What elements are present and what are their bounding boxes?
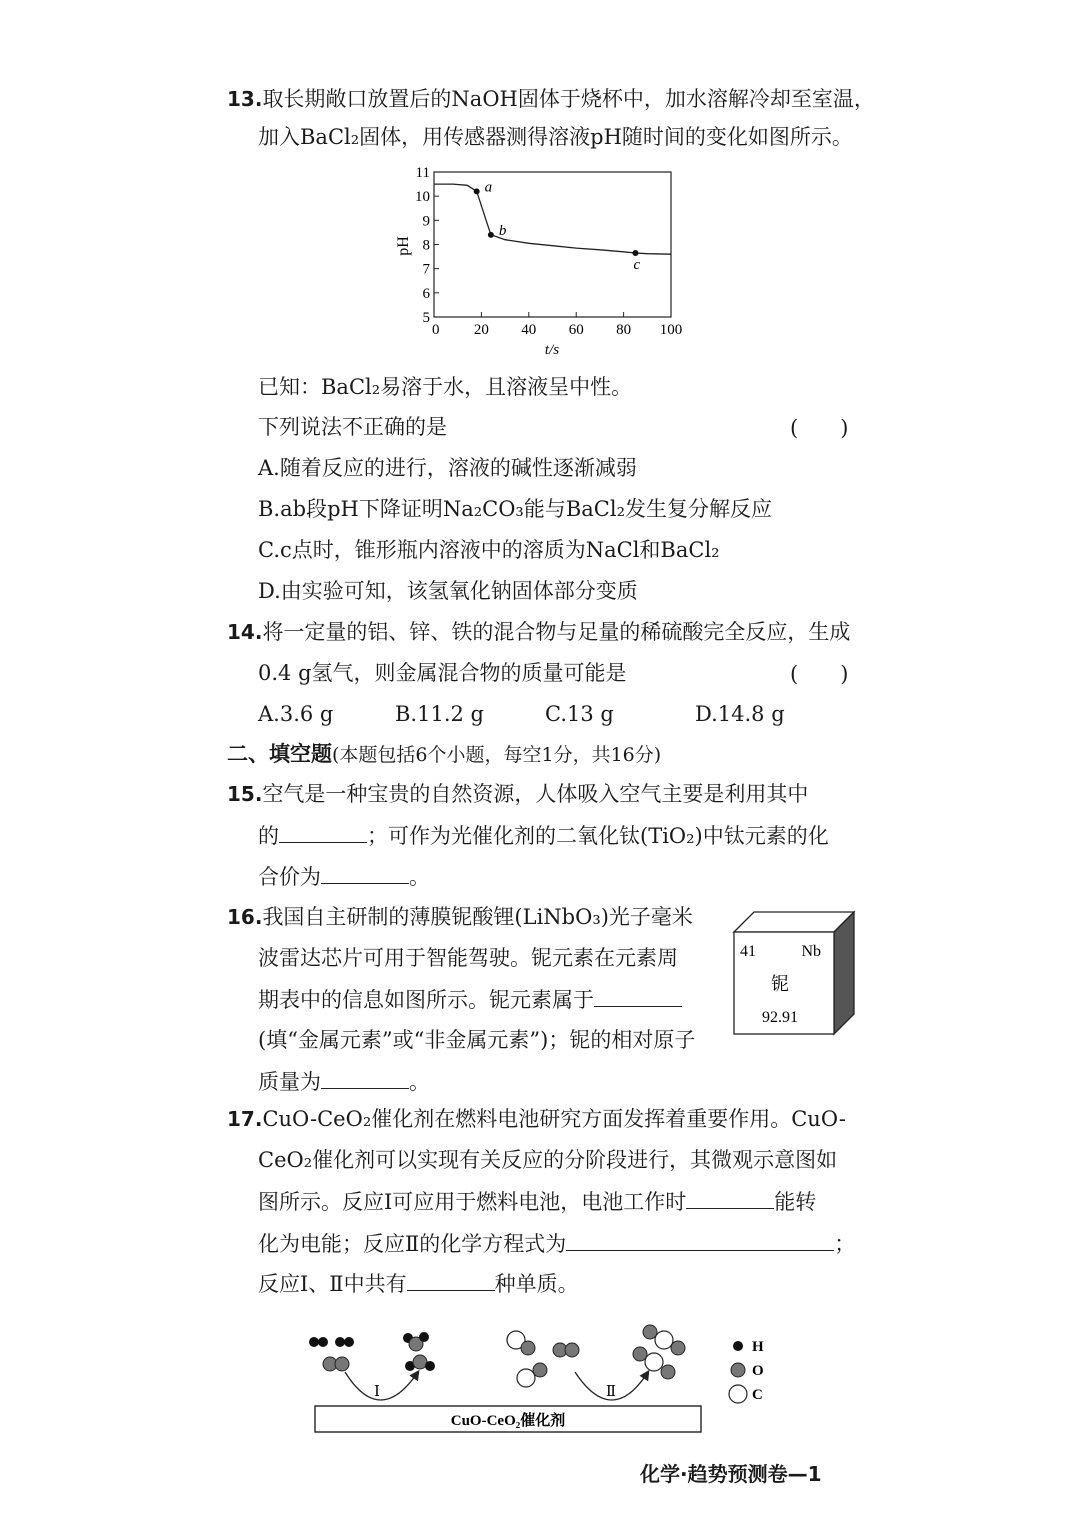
h2-molecule <box>335 1337 354 1347</box>
legend-o-label: O <box>752 1363 764 1379</box>
x-tick-label: 60 <box>568 322 584 338</box>
q13-number: 13. <box>227 87 263 111</box>
q14-option-b: B.11.2 g <box>395 702 484 726</box>
q16-line3: 期表中的信息如图所示。铌元素属于 <box>258 984 682 1015</box>
x-tick-label: 20 <box>473 322 489 338</box>
reaction-micro-diagram <box>300 1320 780 1440</box>
q16-line5: 质量为 。 <box>258 1066 430 1097</box>
y-tick-label: 10 <box>415 189 430 206</box>
q13-option-c: C.c点时，锥形瓶内溶液中的溶质为NaCl和BaCl₂ <box>258 538 720 562</box>
legend-h-label: H <box>752 1339 764 1355</box>
q14-line1: 14.将一定量的铝、锌、铁的混合物与足量的稀硫酸完全反应，生成 <box>227 620 851 644</box>
point-b <box>488 232 494 238</box>
q16-line2: 波雷达芯片可用于智能驾驶。铌元素在元素周 <box>258 946 678 970</box>
atomic-number: 41 <box>740 943 756 960</box>
page-footer: 化学·趋势预测卷—1 <box>640 1462 822 1486</box>
q13-option-d: D.由实验可知，该氢氧化钠固体部分变质 <box>258 579 638 603</box>
legend-o-dot <box>731 1363 745 1377</box>
chart-frame <box>434 172 671 317</box>
co2-molecule <box>643 1325 685 1355</box>
point-label-b: b <box>498 222 507 239</box>
q17-blank-2[interactable] <box>566 1228 834 1251</box>
o2-molecule <box>553 1343 579 1357</box>
ph-curve <box>434 184 671 254</box>
co-molecule <box>517 1363 547 1387</box>
y-tick-label: 9 <box>422 213 430 230</box>
point-label-c: c <box>633 256 641 273</box>
legend-h-dot <box>733 1341 743 1351</box>
q14-option-c: C.13 g <box>545 702 614 726</box>
q17-blank-3[interactable] <box>407 1268 495 1291</box>
co2-molecule <box>633 1347 675 1379</box>
h2-molecule <box>309 1337 328 1347</box>
q17-line1: 17.CuO-CeO₂催化剂在燃料电池研究方面发挥着重要作用。CuO- <box>227 1107 846 1131</box>
q16-line4: (填“金属元素”或“非金属元素”)；铌的相对原子 <box>258 1028 696 1052</box>
q14-line2: 0.4 g氢气，则金属混合物的质量可能是 <box>258 661 627 685</box>
q14-option-d: D.14.8 g <box>695 702 785 726</box>
section-note: (本题包括6个小题，每空1分，共16分) <box>332 744 662 766</box>
reaction-1-label: Ⅰ <box>374 1384 380 1400</box>
y-tick-label: 5 <box>422 310 430 326</box>
y-tick-label: 11 <box>415 165 430 181</box>
atomic-mass: 92.91 <box>762 1009 798 1026</box>
q17-number: 17. <box>227 1107 263 1131</box>
q13-answer-paren: ( ) <box>790 416 849 440</box>
q15-number: 15. <box>227 782 263 806</box>
legend-c-label: C <box>752 1387 763 1403</box>
q13-line2: 加入BaCl₂固体，用传感器测得溶液pH随时间的变化如图所示。 <box>258 125 853 149</box>
section-title: 二、填空题 <box>227 742 332 766</box>
q17-line5: 反应Ⅰ、Ⅱ中共有 种单质。 <box>258 1268 579 1299</box>
point-label-a: a <box>484 179 493 196</box>
y-tick-label: 8 <box>422 237 430 254</box>
q16-blank-1[interactable] <box>594 984 682 1007</box>
q17-blank-1[interactable] <box>686 1186 774 1209</box>
point-a <box>474 188 480 194</box>
q15-blank-1[interactable] <box>279 820 367 843</box>
element-symbol: Nb <box>801 943 821 960</box>
point-c <box>632 250 638 256</box>
q13-option-b: B.ab段pH下降证明Na₂CO₃能与BaCl₂发生复分解反应 <box>258 497 772 521</box>
y-axis-label: pH <box>395 236 412 256</box>
q15-blank-2[interactable] <box>321 861 409 884</box>
niobium-element-cell <box>728 906 860 1040</box>
q14-number: 14. <box>227 620 263 644</box>
h2o-molecule <box>403 1332 429 1351</box>
q13-stem: 下列说法不正确的是 <box>258 415 447 439</box>
q15-line1: 15.空气是一种宝贵的自然资源，人体吸入空气主要是利用其中 <box>227 782 809 806</box>
x-tick-label: 80 <box>616 322 632 338</box>
reaction-1-arrow <box>345 1372 418 1400</box>
q17-line3: 图所示。反应Ⅰ可应用于燃料电池，电池工作时 能转 <box>258 1186 816 1217</box>
q16-number: 16. <box>227 905 263 929</box>
q16-line1: 16.我国自主研制的薄膜铌酸锂(LiNbO₃)光子毫米 <box>227 905 693 929</box>
q17-line4: 化为电能；反应Ⅱ的化学方程式为 ； <box>258 1228 855 1259</box>
h2o-molecule <box>405 1355 435 1371</box>
q14-option-a: A.3.6 g <box>258 702 334 726</box>
legend-c-dot <box>729 1385 747 1403</box>
element-name: 铌 <box>771 974 789 994</box>
q13-option-a: A.随着反应的进行，溶液的碱性逐渐减弱 <box>258 456 637 480</box>
y-tick-label: 6 <box>422 285 430 302</box>
co-molecule <box>507 1331 535 1355</box>
ph-time-chart <box>390 160 700 360</box>
section-heading <box>227 739 661 770</box>
x-tick-label: 100 <box>659 322 683 338</box>
o2-molecule <box>323 1357 349 1371</box>
q13-known: 已知：BaCl₂易溶于水，且溶液呈中性。 <box>258 375 633 399</box>
catalyst-label: CuO-CeO₂催化剂 <box>450 1413 566 1429</box>
q15-line3: 合价为 。 <box>258 861 430 892</box>
y-tick-label: 7 <box>422 261 430 278</box>
q15-line2: 的 ；可作为光催化剂的二氧化钛(TiO₂)中钛元素的化 <box>258 820 829 851</box>
q14-answer-paren: ( ) <box>790 662 849 686</box>
q16-blank-2[interactable] <box>321 1066 409 1089</box>
x-axis-label: t/s <box>544 342 560 358</box>
reaction-2-label: Ⅱ <box>605 1384 617 1400</box>
x-tick-label: 40 <box>521 322 537 338</box>
q17-line2: CeO₂催化剂可以实现有关反应的分阶段进行，其微观示意图如 <box>258 1148 838 1172</box>
x-tick-label: 0 <box>432 322 440 338</box>
q13-line1: 13.取长期敞口放置后的NaOH固体于烧杯中，加水溶解冷却至室温， <box>227 87 875 111</box>
